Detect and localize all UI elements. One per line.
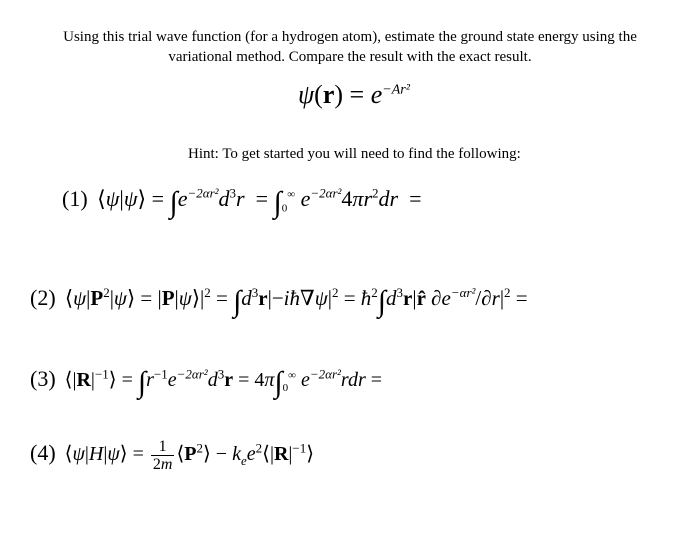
equation-4: (4) ⟨ψ|H|ψ⟩ = $\frac{1}{2m}$ $⟨P^2⟩$ − $k_ee^2⟨|R|^{-1}⟩$ bbox=[30, 438, 315, 473]
equation-1-label: (1) bbox=[62, 186, 88, 211]
trial-wavefunction: $\psi(r) = e^{-Ar^2}$ bbox=[298, 80, 410, 109]
hint-text: Hint: To get started you will need to find the following: bbox=[188, 146, 521, 162]
equation-2: (2) $⟨\psi|P^2|\psi⟩$ = $|P|\psi⟩|^2$ = $\int d^3r|-iħ\nabla\psi|^2$ = $ħ^2\int d^3r|r̂$ $\partial e^{-\alpha r^2}/\partial r|^2$ = bbox=[30, 285, 528, 318]
problem-line-2: variational method. Compare the result with the exact result. bbox=[168, 49, 532, 65]
equation-2-label: (2) bbox=[30, 285, 56, 310]
problem-line-1: Using this trial wave function (for a hydrogen atom), estimate the ground state energy using the bbox=[63, 29, 637, 45]
equation-1: (1) ⟨ψ|ψ⟩ = $\int e^{-2\alpha r^2}d^3r = \int_0^\infty$ $e^{-2\alpha r^2}4\pi r^2dr$ = bbox=[62, 185, 422, 219]
problem-statement bbox=[40, 27, 660, 67]
equation-4-label: (4) bbox=[30, 440, 56, 466]
equation-3: (3) $⟨|R|^{-1}⟩ = \int r^{-1}e^{-2\alpha r^2}d^3r = 4\pi\int_0^\infty$ $e^{-2\alpha r^2}rdr$ = bbox=[30, 366, 383, 399]
equation-3-label: (3) bbox=[30, 366, 56, 391]
